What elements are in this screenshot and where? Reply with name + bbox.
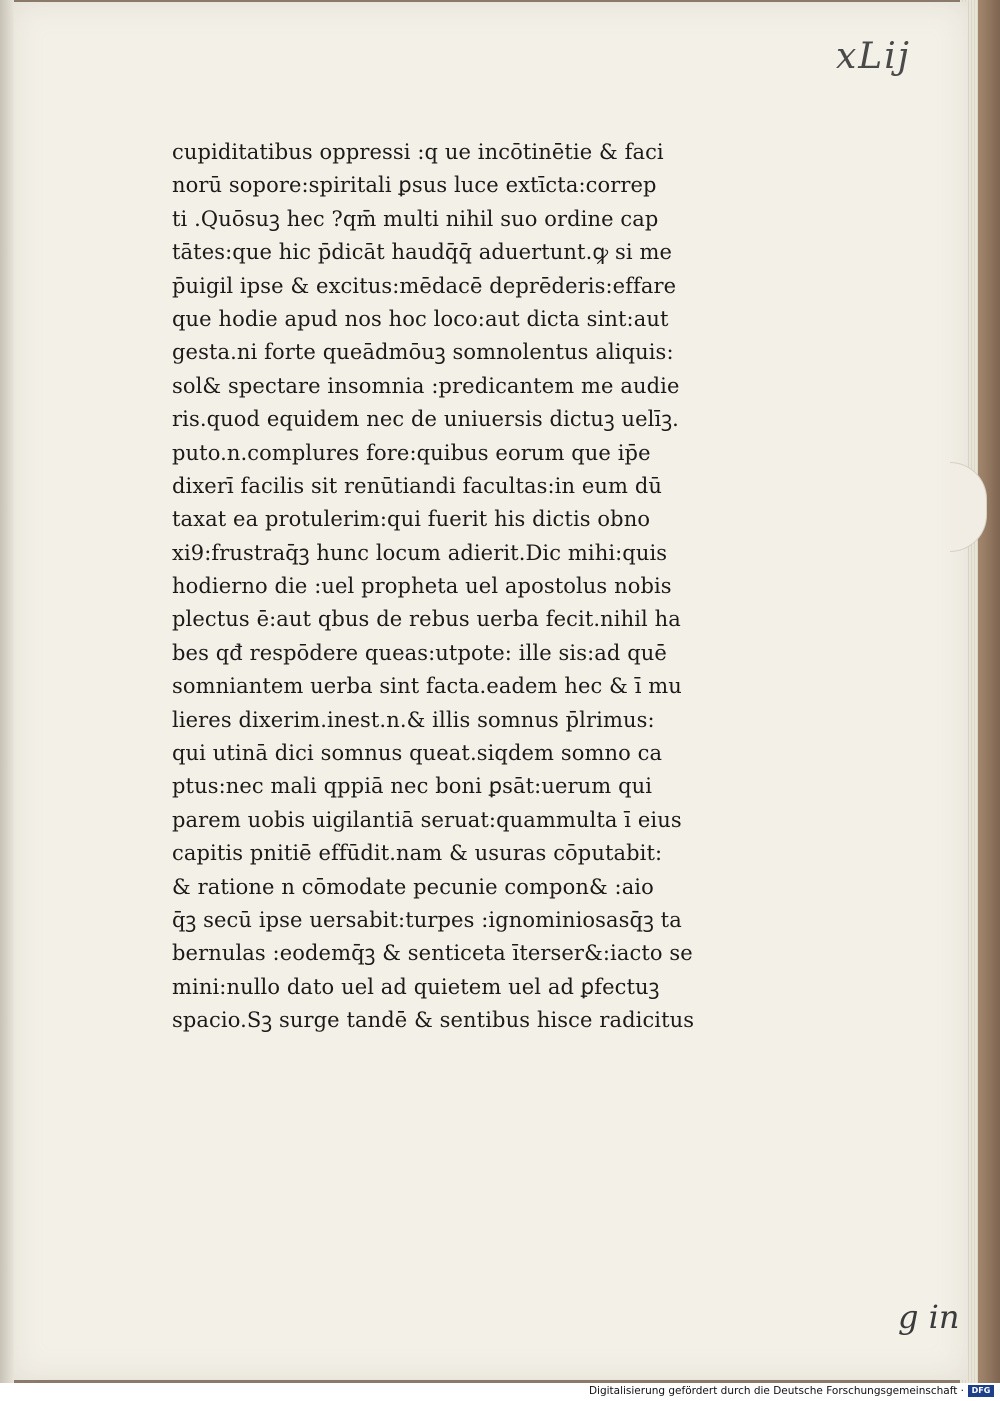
text-line: spacio.Sꝫ surge tandē & sentibus hisce radicitus	[172, 1008, 695, 1033]
text-line: lieres dixerim.inest.n.& illis somnus p̄lrimus:	[172, 707, 655, 732]
text-line: ptus:nec mali qppiā nec boni ꝑsāt:uerum qui	[172, 774, 653, 799]
margin-annotation: g in	[898, 1298, 960, 1336]
text-line: q̄ꝫ secū ipse uersabit:turpes :ignominiosasq̄ꝫ ta	[172, 907, 682, 932]
text-line: p̄uigil ipse & excitus:mēdacē deprēderis:effare	[172, 273, 677, 298]
text-line: ti .Quōsuꝫ hec ?qm̄ multi nihil suo ordine cap	[172, 206, 659, 231]
text-line: mini:nullo dato uel ad quietem uel ad ꝑfectuꝫ	[172, 974, 660, 999]
text-line: ris.quod equidem nec de uniuersis dictuꝫ uelīꝫ.	[172, 407, 679, 432]
text-line: puto.n.complures fore:quibus eorum que ip̄e	[172, 440, 651, 465]
dfg-logo: DFG	[968, 1385, 994, 1397]
text-line: cupiditatibus oppressi :q ue incōtinētie & faci	[172, 140, 664, 164]
text-line: sol& spectare insomnia :predicantem me audie	[172, 373, 680, 398]
text-line: bes qđ respōdere queas:utpote: ille sis:ad quē	[172, 640, 667, 665]
text-line: taxat ea protulerim:qui fuerit his dictis obno	[172, 507, 651, 532]
folio-number: xLij	[836, 36, 911, 77]
text-line: plectus ē:aut qbus de rebus uerba fecit.nihil ha	[172, 607, 681, 632]
text-line: gesta.ni forte queādmōuꝫ somnolentus aliquis:	[172, 340, 674, 365]
text-line: bernulas :eodemq̄ꝫ & senticeta īterser&:iacto se	[172, 941, 693, 966]
text-line: xi9:frustraq̄ꝫ hunc locum adierit.Dic mihi:quis	[172, 540, 668, 565]
text-line: capitis pnitiē effūdit.nam & usuras cōputabit:	[172, 841, 663, 866]
text-line: qui utinā dici somnus queat.siqdem somno ca	[172, 741, 663, 766]
text-line: norū sopore:spiritali ꝑsus luce extīcta:correp	[172, 173, 657, 198]
text-line: dixerī facilis sit renūtiandi facultas:in eum dū	[172, 473, 663, 498]
text-block	[172, 136, 695, 1038]
left-binding	[0, 0, 14, 1383]
text-line: somniantem uerba sint facta.eadem hec & ī mu	[172, 674, 682, 699]
digitization-credit: Digitalisierung gefördert durch die Deutsche Forschungsgemeinschaft ·	[588, 1385, 964, 1397]
text-line: tātes:que hic p̄dicāt haudq̄q̄ aduertunt.ꝙ si me	[172, 240, 673, 265]
text-line: hodierno die :uel propheta uel apostolus nobis	[172, 574, 672, 599]
text-line: & ratione n cōmodate pecunie compon& :aio	[172, 874, 654, 899]
text-line: que hodie apud nos hoc loco:aut dicta sint:aut	[172, 306, 669, 331]
text-line: parem uobis uigilantiā seruat:quammulta ī eius	[172, 807, 682, 832]
